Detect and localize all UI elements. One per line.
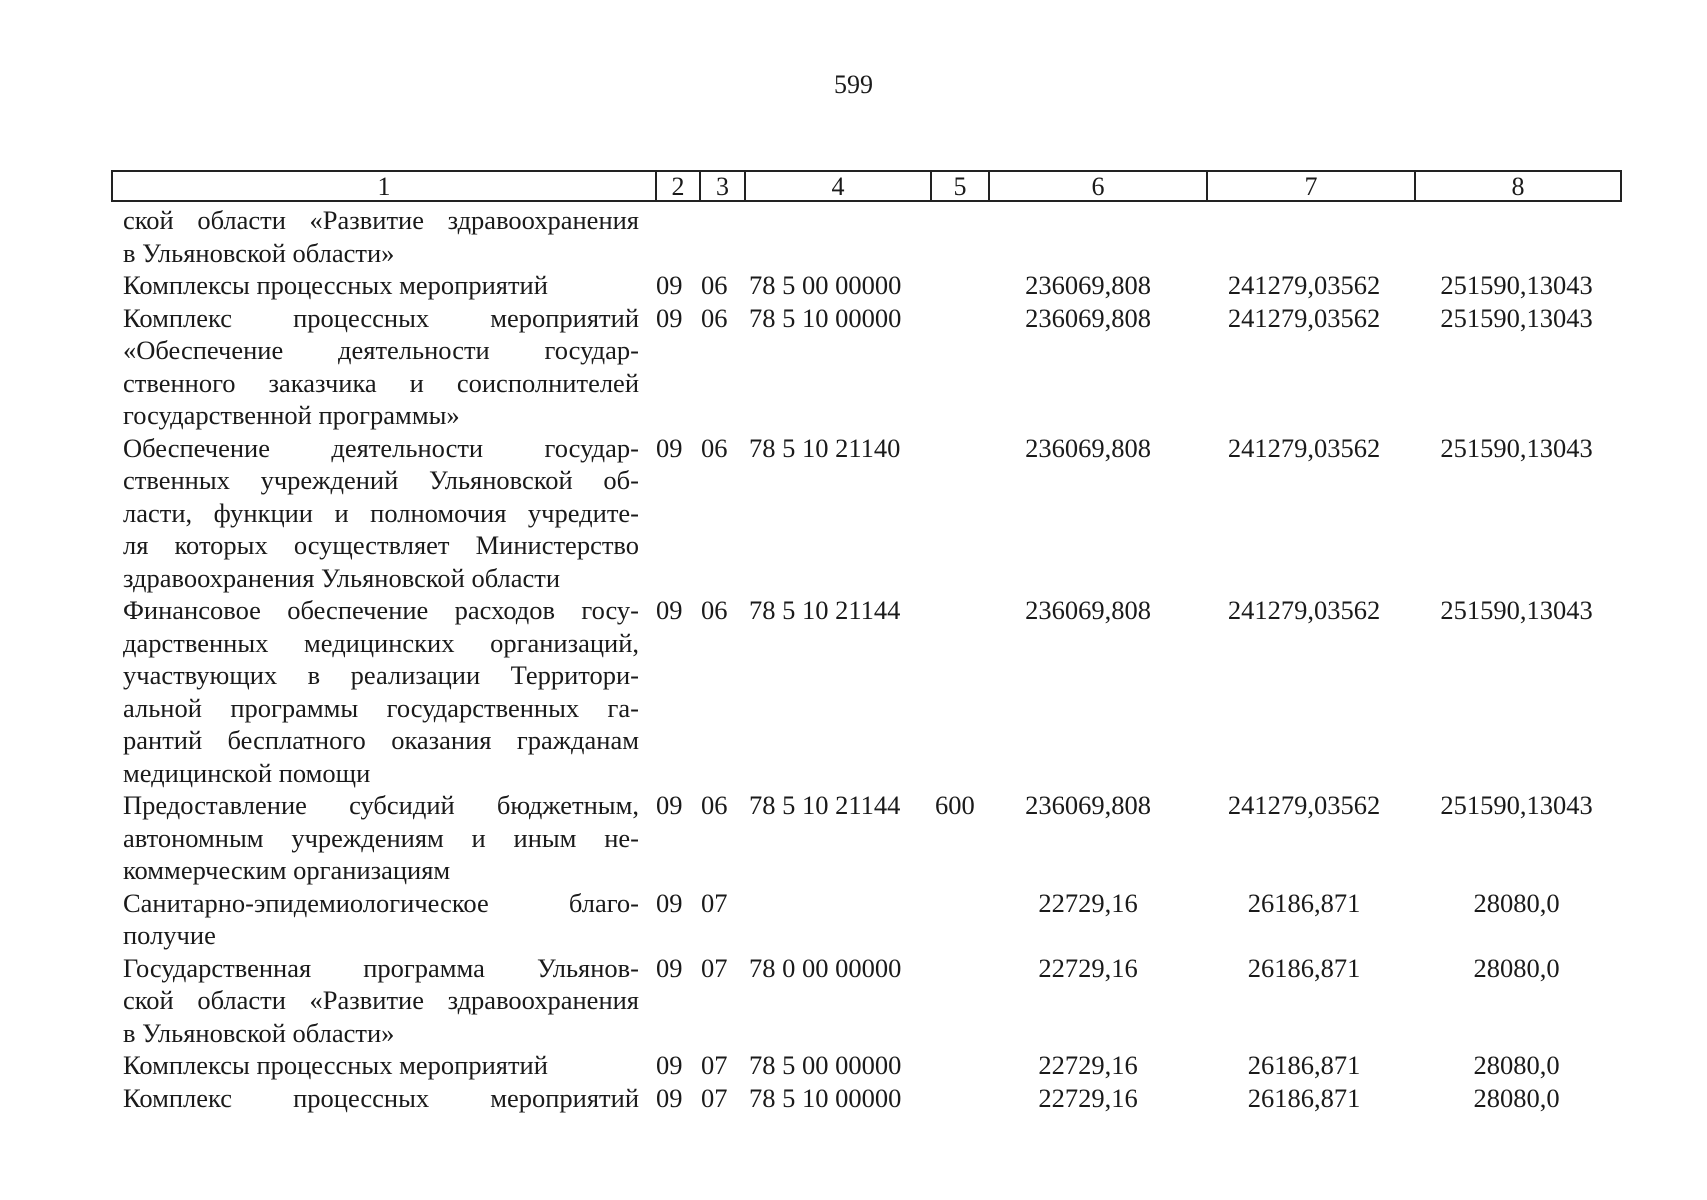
table-row bbox=[111, 887, 1622, 952]
header-col-5: 5 bbox=[932, 170, 990, 202]
subsection-code: 07 bbox=[701, 1082, 728, 1113]
table-row bbox=[111, 204, 1622, 269]
amount-year-3: 251590,13043 bbox=[1440, 302, 1593, 333]
header-col-8: 8 bbox=[1416, 170, 1622, 202]
amount-year-1: 236069,808 bbox=[1025, 270, 1151, 300]
row-title-line: Финансовое обеспечение расходов госу- bbox=[123, 595, 639, 625]
row-title bbox=[111, 952, 639, 1050]
table-row bbox=[111, 1082, 1622, 1115]
target-article-code: 78 0 00 00000 bbox=[749, 952, 902, 983]
amount-year-2: 26186,871 bbox=[1247, 952, 1361, 983]
row-title-line: «Обеспечение деятельности государ- bbox=[123, 335, 639, 365]
subsection-code: 07 bbox=[701, 1050, 728, 1080]
row-title-line: Комплексы процессных мероприятий bbox=[123, 270, 548, 300]
row-title-line: Государственная программа Ульянов- bbox=[123, 952, 639, 983]
row-title-line: ля которых осуществляет Министерство bbox=[123, 530, 639, 560]
row-title-line: ственного заказчика и соисполнителей bbox=[123, 367, 639, 398]
row-title-line: коммерческим организациям bbox=[123, 855, 451, 885]
section-code: 09 bbox=[656, 887, 683, 918]
section-code: 09 bbox=[656, 595, 683, 625]
table-row bbox=[111, 594, 1622, 789]
row-title bbox=[111, 594, 639, 789]
budget-table bbox=[111, 170, 1622, 1114]
subsection-code: 07 bbox=[701, 952, 728, 983]
amount-year-2: 241279,03562 bbox=[1227, 595, 1381, 625]
row-title-line: участвующих в реализации Территори- bbox=[123, 660, 639, 690]
row-title bbox=[111, 204, 639, 269]
header-col-2: 2 bbox=[657, 170, 701, 202]
amount-year-3: 251590,13043 bbox=[1440, 270, 1593, 300]
table-row bbox=[111, 789, 1622, 887]
subsection-code: 06 bbox=[701, 595, 728, 625]
row-title-line: автономным учреждениям и иным не- bbox=[123, 822, 639, 853]
amount-year-3: 251590,13043 bbox=[1440, 790, 1593, 820]
section-code: 09 bbox=[656, 432, 683, 463]
subsection-code: 06 bbox=[701, 790, 728, 820]
target-article-code: 78 5 00 00000 bbox=[749, 1050, 902, 1080]
section-code: 09 bbox=[656, 790, 683, 820]
table-row bbox=[111, 302, 1622, 432]
amount-year-2: 241279,03562 bbox=[1227, 302, 1381, 333]
header-col-4: 4 bbox=[746, 170, 932, 202]
row-title bbox=[111, 432, 639, 595]
row-title-line: Обеспечение деятельности государ- bbox=[123, 432, 639, 463]
row-title-line: ласти, функции и полномочия учредите- bbox=[123, 497, 639, 528]
row-title-line: дарственных медицинских организаций, bbox=[123, 627, 639, 658]
row-title-line: ственных учреждений Ульяновской об- bbox=[123, 465, 639, 495]
amount-year-2: 26186,871 bbox=[1247, 1082, 1361, 1113]
amount-year-1: 22729,16 bbox=[1038, 952, 1138, 983]
header-col-6: 6 bbox=[990, 170, 1208, 202]
amount-year-1: 236069,808 bbox=[1025, 790, 1151, 820]
section-code: 09 bbox=[656, 952, 683, 983]
amount-year-1: 22729,16 bbox=[1038, 887, 1138, 918]
row-title-line: альной программы государственных га- bbox=[123, 692, 639, 723]
target-article-code: 78 5 10 00000 bbox=[749, 1082, 902, 1113]
subsection-code: 07 bbox=[701, 887, 728, 918]
section-code: 09 bbox=[656, 302, 683, 333]
table-row bbox=[111, 269, 1622, 302]
row-title bbox=[111, 789, 639, 887]
amount-year-3: 28080,0 bbox=[1473, 1050, 1560, 1080]
amount-year-1: 236069,808 bbox=[1025, 302, 1151, 333]
row-title-line: в Ульяновской области» bbox=[123, 1017, 395, 1048]
row-title-line: ской области «Развитие здравоохранения bbox=[123, 205, 639, 235]
target-article-code: 78 5 00 00000 bbox=[749, 270, 902, 300]
target-article-code: 78 5 10 21144 bbox=[749, 595, 901, 625]
amount-year-1: 236069,808 bbox=[1025, 595, 1151, 625]
row-title-line: Комплексы процессных мероприятий bbox=[123, 1050, 548, 1080]
row-title bbox=[111, 1082, 639, 1115]
row-title-line: рантий бесплатного оказания гражданам bbox=[123, 725, 639, 755]
page-number: 599 bbox=[834, 70, 873, 99]
row-title-line: Санитарно-эпидемиологическое благо- bbox=[123, 887, 639, 918]
header-col-7: 7 bbox=[1208, 170, 1416, 202]
amount-year-2: 241279,03562 bbox=[1227, 790, 1381, 820]
table-body bbox=[111, 204, 1622, 1114]
amount-year-1: 236069,808 bbox=[1025, 432, 1151, 463]
target-article-code: 78 5 10 21144 bbox=[749, 790, 901, 820]
table-header-row bbox=[111, 170, 1622, 204]
amount-year-1: 22729,16 bbox=[1038, 1082, 1138, 1113]
section-code: 09 bbox=[656, 1082, 683, 1113]
header-col-1: 1 bbox=[111, 170, 657, 202]
subsection-code: 06 bbox=[701, 432, 728, 463]
row-title-line: получие bbox=[123, 920, 216, 950]
header-col-3: 3 bbox=[701, 170, 746, 202]
row-title bbox=[111, 302, 639, 432]
row-title-line: в Ульяновской области» bbox=[123, 237, 395, 268]
section-code: 09 bbox=[656, 270, 683, 300]
amount-year-3: 28080,0 bbox=[1473, 952, 1560, 983]
table-row bbox=[111, 952, 1622, 1050]
subsection-code: 06 bbox=[701, 302, 728, 333]
table-row bbox=[111, 432, 1622, 595]
amount-year-1: 22729,16 bbox=[1038, 1050, 1138, 1080]
amount-year-3: 251590,13043 bbox=[1440, 432, 1593, 463]
target-article-code: 78 5 10 21140 bbox=[749, 432, 901, 463]
expense-type-code: 600 bbox=[935, 790, 975, 820]
row-title-line: Комплекс процессных мероприятий bbox=[123, 1082, 639, 1113]
amount-year-2: 26186,871 bbox=[1247, 1050, 1361, 1080]
amount-year-2: 26186,871 bbox=[1247, 887, 1361, 918]
target-article-code: 78 5 10 00000 bbox=[749, 302, 902, 333]
row-title-line: ской области «Развитие здравоохранения bbox=[123, 985, 639, 1015]
table-row bbox=[111, 1049, 1622, 1082]
section-code: 09 bbox=[656, 1050, 683, 1080]
row-title bbox=[111, 269, 639, 302]
row-title-line: медицинской помощи bbox=[123, 757, 371, 788]
subsection-code: 06 bbox=[701, 270, 728, 300]
amount-year-3: 28080,0 bbox=[1473, 887, 1560, 918]
row-title-line: Предоставление субсидий бюджетным, bbox=[123, 790, 639, 820]
amount-year-2: 241279,03562 bbox=[1227, 432, 1381, 463]
amount-year-3: 28080,0 bbox=[1473, 1082, 1560, 1113]
row-title-line: государственной программы» bbox=[123, 400, 460, 430]
row-title-line: здравоохранения Ульяновской области bbox=[123, 562, 561, 593]
amount-year-3: 251590,13043 bbox=[1440, 595, 1593, 625]
amount-year-2: 241279,03562 bbox=[1227, 270, 1381, 300]
row-title-line: Комплекс процессных мероприятий bbox=[123, 302, 639, 333]
row-title bbox=[111, 887, 639, 952]
row-title bbox=[111, 1049, 639, 1082]
